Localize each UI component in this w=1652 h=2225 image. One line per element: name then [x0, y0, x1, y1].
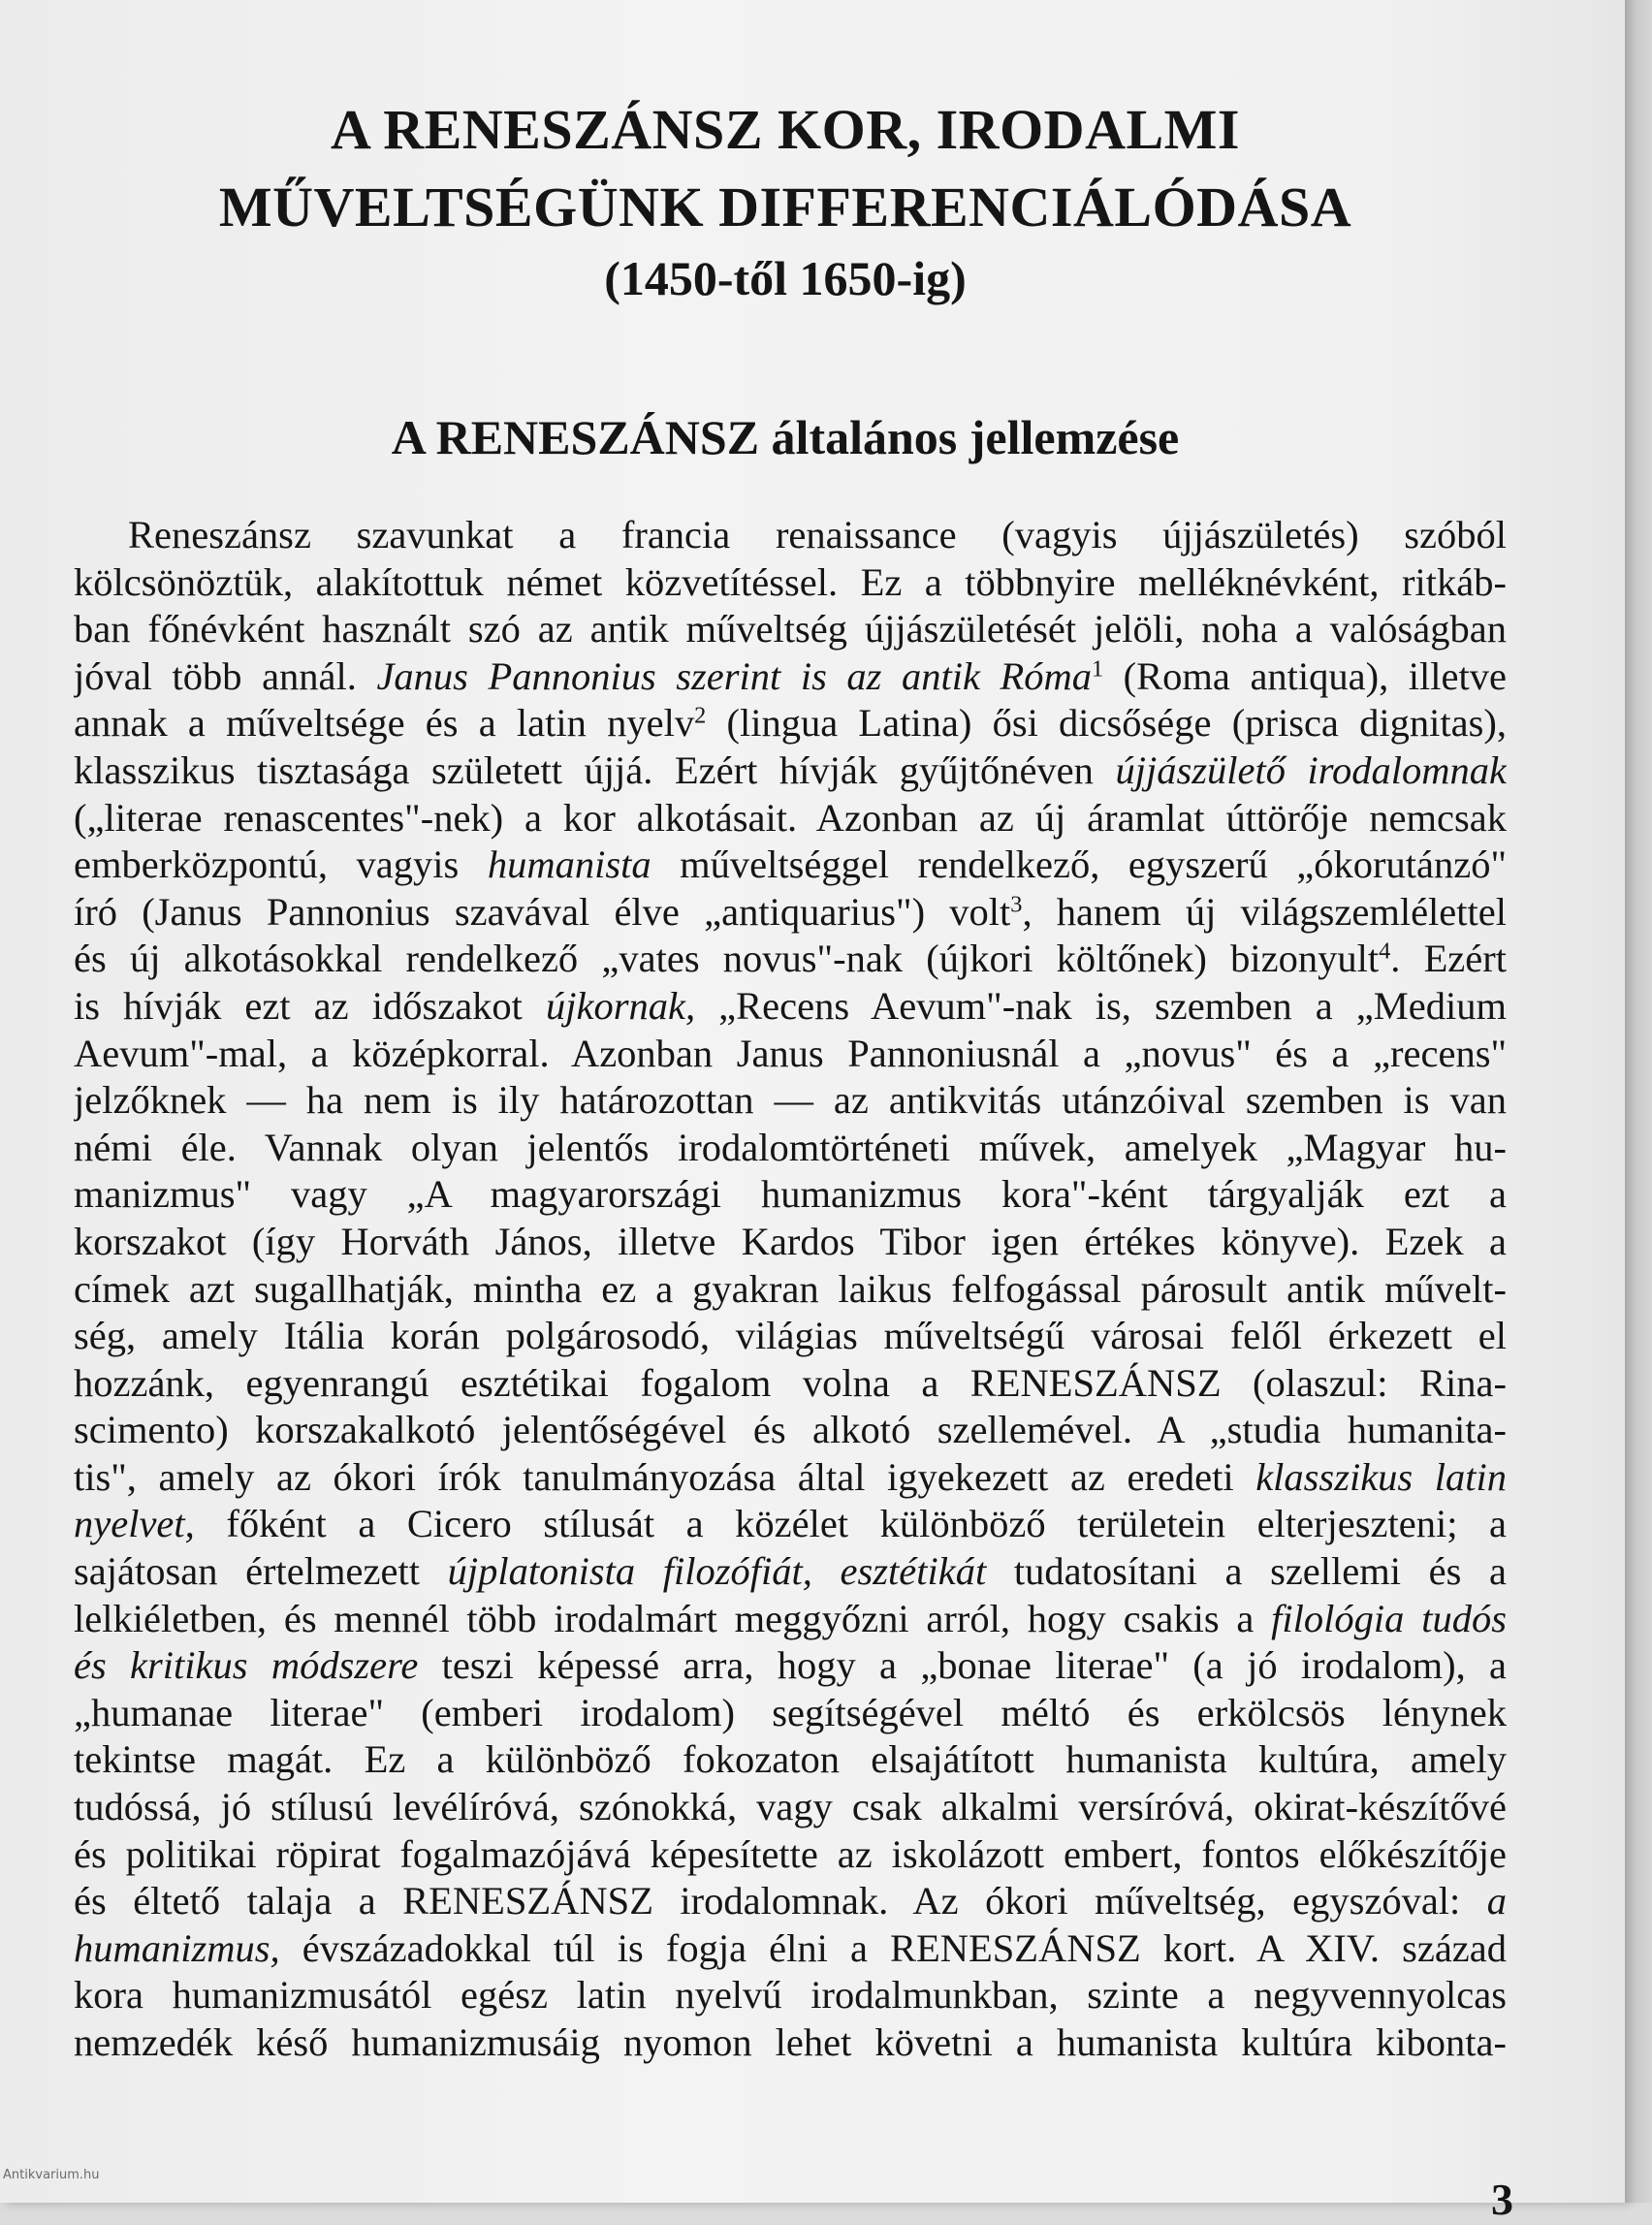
text-line: kölcsönöztük, alakítottuk német közvetítéssel. Ez a többnyire melléknévként, ritkáb- [74, 559, 1507, 604]
chapter-title-line-1: A RENESZÁNSZ KOR, IRODALMI [331, 98, 1240, 161]
italic-phrase: humanizmus, [74, 1925, 280, 1970]
italic-phrase: a [1486, 1879, 1507, 1923]
text-line: Reneszánsz szavunkat a francia renaissance (vagyis újjászületés) szóból [128, 513, 1507, 556]
text-line: annak a műveltsége és a latin nyelv$^2$ (lingua Latina) ősi dicsősége (prisca dignitas), [74, 701, 1507, 746]
text-line: nemzedék késő humanizmusáig nyomon lehet követni a humanista kultúra kibonta- [74, 2020, 1507, 2064]
text-line: tis", amely az ókori írók tanulmányozása által igyekezett az eredeti klasszikus latin [74, 1454, 1507, 1499]
footnote-marker: 2 [694, 703, 707, 730]
italic-phrase: klasszikus latin [1255, 1454, 1507, 1499]
page-number: 3 [1491, 2175, 1513, 2224]
italic-phrase: Janus Pannonius szerint is az antik Róma [376, 653, 1092, 698]
text-line: („literae renascentes"-nek) a kor alkotásait. Azonban az új áramlat úttörője nemcsak [74, 795, 1507, 840]
text-line: és politikai röpirat fogalmazójává képesítette az iskolázott embert, fontos előkészítője [74, 1831, 1507, 1876]
text-line: író (Janus Pannonius szavával élve „antiquarius") volt$^3$, hanem új világszemlélettel [74, 889, 1507, 934]
text-line: scimento) korszakalkotó jelentőségével és alkotó szellemével. A „studia humanita- [74, 1408, 1507, 1452]
body-text [74, 512, 1507, 2067]
text-line: tekintse magát. Ez a különböző fokozaton elsajátított humanista kultúra, amely [74, 1737, 1507, 1782]
text-line: „humanae literae" (emberi irodalom) segítségével méltó és erkölcsös lénynek [74, 1690, 1507, 1734]
footnote-marker: 4 [1379, 938, 1391, 965]
italic-phrase: filológia tudós [1271, 1596, 1507, 1640]
text-line: címek azt sugallhatják, mintha ez a gyakran laikus felfogással párosult antik művelt- [74, 1266, 1507, 1311]
italic-phrase: újkornak, [546, 983, 696, 1028]
chapter-title-line-2: MŰVELTSÉGÜNK DIFFERENCIÁLÓDÁSA [218, 175, 1352, 238]
text-line: hozzánk, egyenrangú esztétikai fogalom volna a RENESZÁNSZ (olaszul: Rina- [74, 1360, 1507, 1405]
text-line: jelzőknek — ha nem is ily határozottan — az antikvitás utánzóival szemben is van [74, 1078, 1507, 1123]
text-line: tudóssá, jó stílusú levélíróvá, szónokká, vagy csak alkalmi versíróvá, okirat-készítővé [74, 1785, 1507, 1829]
text-line: és éltető talaja a RENESZÁNSZ irodalomnak. Az ókori műveltség, egyszóval: a [74, 1879, 1507, 1923]
text-line: némi éle. Vannak olyan jelentős irodalomtörténeti művek, amelyek „Magyar hu- [74, 1125, 1507, 1169]
section-heading: A RENESZÁNSZ általános jellemzése [391, 410, 1180, 464]
italic-phrase: és kritikus módszere [74, 1643, 419, 1688]
italic-phrase: újplatonista filozófiát, esztétikát [447, 1549, 987, 1594]
text-line: és kritikus módszere teszi képessé arra, hogy a „bonae literae" (a jó irodalom), a [74, 1643, 1507, 1688]
text-line: és új alkotásokkal rendelkező „vates novus"-nak (újkori költőnek) bizonyult$^4$. Ezért [74, 937, 1507, 981]
text-line: klasszikus tisztasága született újjá. Ezért hívják gyűjtőnéven újjászülető irodalomnak [74, 747, 1507, 792]
footnote-marker: 1 [1091, 655, 1104, 683]
italic-phrase: újjászülető irodalomnak [1115, 747, 1507, 792]
italic-phrase: nyelvet, [74, 1502, 195, 1546]
watermark: Antikvarium.hu [3, 2168, 100, 2182]
facing-page-edge [1625, 0, 1652, 2203]
text-line: nyelvet, főként a Cicero stílusát a közélet különböző területein elterjeszteni; a [74, 1502, 1507, 1546]
italic-phrase: humanista [487, 842, 651, 887]
text-line: lelkiéletben, és mennél több irodalmárt meggyőzni arról, hogy csakis a filológia tudós [74, 1596, 1507, 1640]
text-line: humanizmus, évszázadokkal túl is fogja élni a RENESZÁNSZ kort. A XIV. század [74, 1925, 1507, 1970]
text-line: manizmus" vagy „A magyarországi humanizmus kora"-ként tárgyalják ezt a [74, 1172, 1507, 1217]
text-line: kora humanizmusától egész latin nyelvű irodalmunkban, szinte a negyvennyolcas [74, 1973, 1507, 2018]
text-line: ség, amely Itália korán polgárosodó, világias műveltségű városai felől érkezett el [74, 1314, 1507, 1358]
text-line: Aevum"-mal, a középkorral. Azonban Janus Pannoniusnál a „novus" és a „recens" [74, 1031, 1507, 1075]
text-line: jóval több annál. Janus Pannonius szerint is az antik Róma$^1$ (Roma antiqua), illetve [74, 653, 1507, 698]
text-line: korszakot (így Horváth János, illetve Kardos Tibor igen értékes könyve). Ezek a [74, 1219, 1507, 1263]
text-line: sajátosan értelmezett újplatonista filozófiát, esztétikát tudatosítani a szellemi és a [74, 1549, 1507, 1594]
chapter-period: (1450-től 1650-ig) [604, 251, 967, 305]
footnote-marker: 3 [1010, 891, 1023, 918]
text-line: is hívják ezt az időszakot újkornak, „Recens Aevum"-nak is, szemben a „Medium [74, 983, 1507, 1028]
text-line: emberközpontú, vagyis humanista műveltséggel rendelkező, egyszerű „ókorutánzó" [74, 842, 1507, 887]
text-line: ban főnévként használt szó az antik műveltség újjászületését jelöli, noha a valóságban [74, 607, 1507, 652]
